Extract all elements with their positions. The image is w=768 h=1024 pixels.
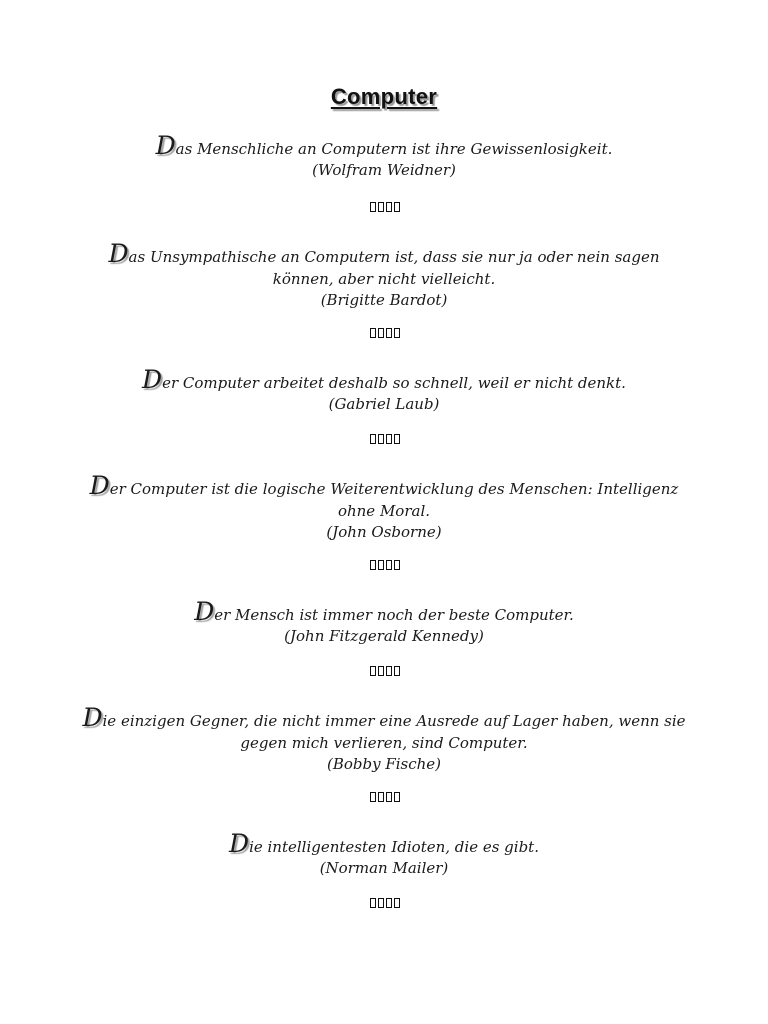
drop-cap: D: [89, 471, 110, 500]
drop-cap: D: [155, 131, 176, 160]
quote-body: ie einzigen Gegner, die nicht immer eine Ausrede auf Lager haben, wenn sie gegen mich verlieren, sind Computer.: [102, 712, 686, 752]
quote-block: [80, 365, 688, 414]
drop-cap: D: [229, 829, 250, 858]
quote-text: [80, 131, 688, 160]
separator-icon: [370, 792, 402, 804]
quote-body: er Mensch ist immer noch der beste Computer.: [214, 606, 574, 624]
drop-cap: D: [108, 239, 129, 268]
quote-author: (Bobby Fische): [326, 755, 442, 773]
quote-block: [80, 471, 688, 542]
separator-icon: [370, 560, 402, 572]
page-title: Computer: [330, 84, 438, 109]
quote-block: [80, 239, 688, 310]
quote-block: [80, 829, 688, 878]
quote-author: (Gabriel Laub): [328, 395, 440, 413]
quote-text: [80, 365, 688, 394]
separator-icon: [370, 666, 402, 678]
quote-block: [80, 703, 688, 774]
separator-icon: [370, 898, 402, 910]
separator-icon: [370, 434, 402, 446]
quote-author: (Wolfram Weidner): [312, 161, 456, 179]
quote-text: [80, 703, 688, 754]
quote-body: as Unsympathische an Computern ist, dass sie nur ja oder nein sagen können, aber nicht vielleicht.: [128, 248, 660, 288]
quote-body: er Computer ist die logische Weiterentwicklung des Menschen: Intelligenz ohne Moral.: [109, 480, 679, 520]
drop-cap: D: [194, 597, 215, 626]
quote-author: (Norman Mailer): [319, 859, 449, 877]
quote-body: ie intelligentesten Idioten, die es gibt.: [249, 838, 539, 856]
separator-icon: [370, 328, 402, 340]
quote-author: (John Fitzgerald Kennedy): [284, 627, 484, 645]
quote-text: [80, 471, 688, 522]
quote-author: (Brigitte Bardot): [320, 291, 448, 309]
quote-text: [80, 597, 688, 626]
quote-block: [80, 597, 688, 646]
quote-body: as Menschliche an Computern ist ihre Gewissenlosigkeit.: [175, 140, 613, 158]
drop-cap: D: [142, 365, 163, 394]
quote-text: [80, 239, 688, 290]
quote-text: [80, 829, 688, 858]
quote-body: er Computer arbeitet deshalb so schnell, weil er nicht denkt.: [162, 374, 626, 392]
separator-icon: [370, 202, 402, 214]
quote-block: [80, 131, 688, 180]
drop-cap: D: [82, 703, 103, 732]
quote-author: (John Osborne): [326, 523, 442, 541]
